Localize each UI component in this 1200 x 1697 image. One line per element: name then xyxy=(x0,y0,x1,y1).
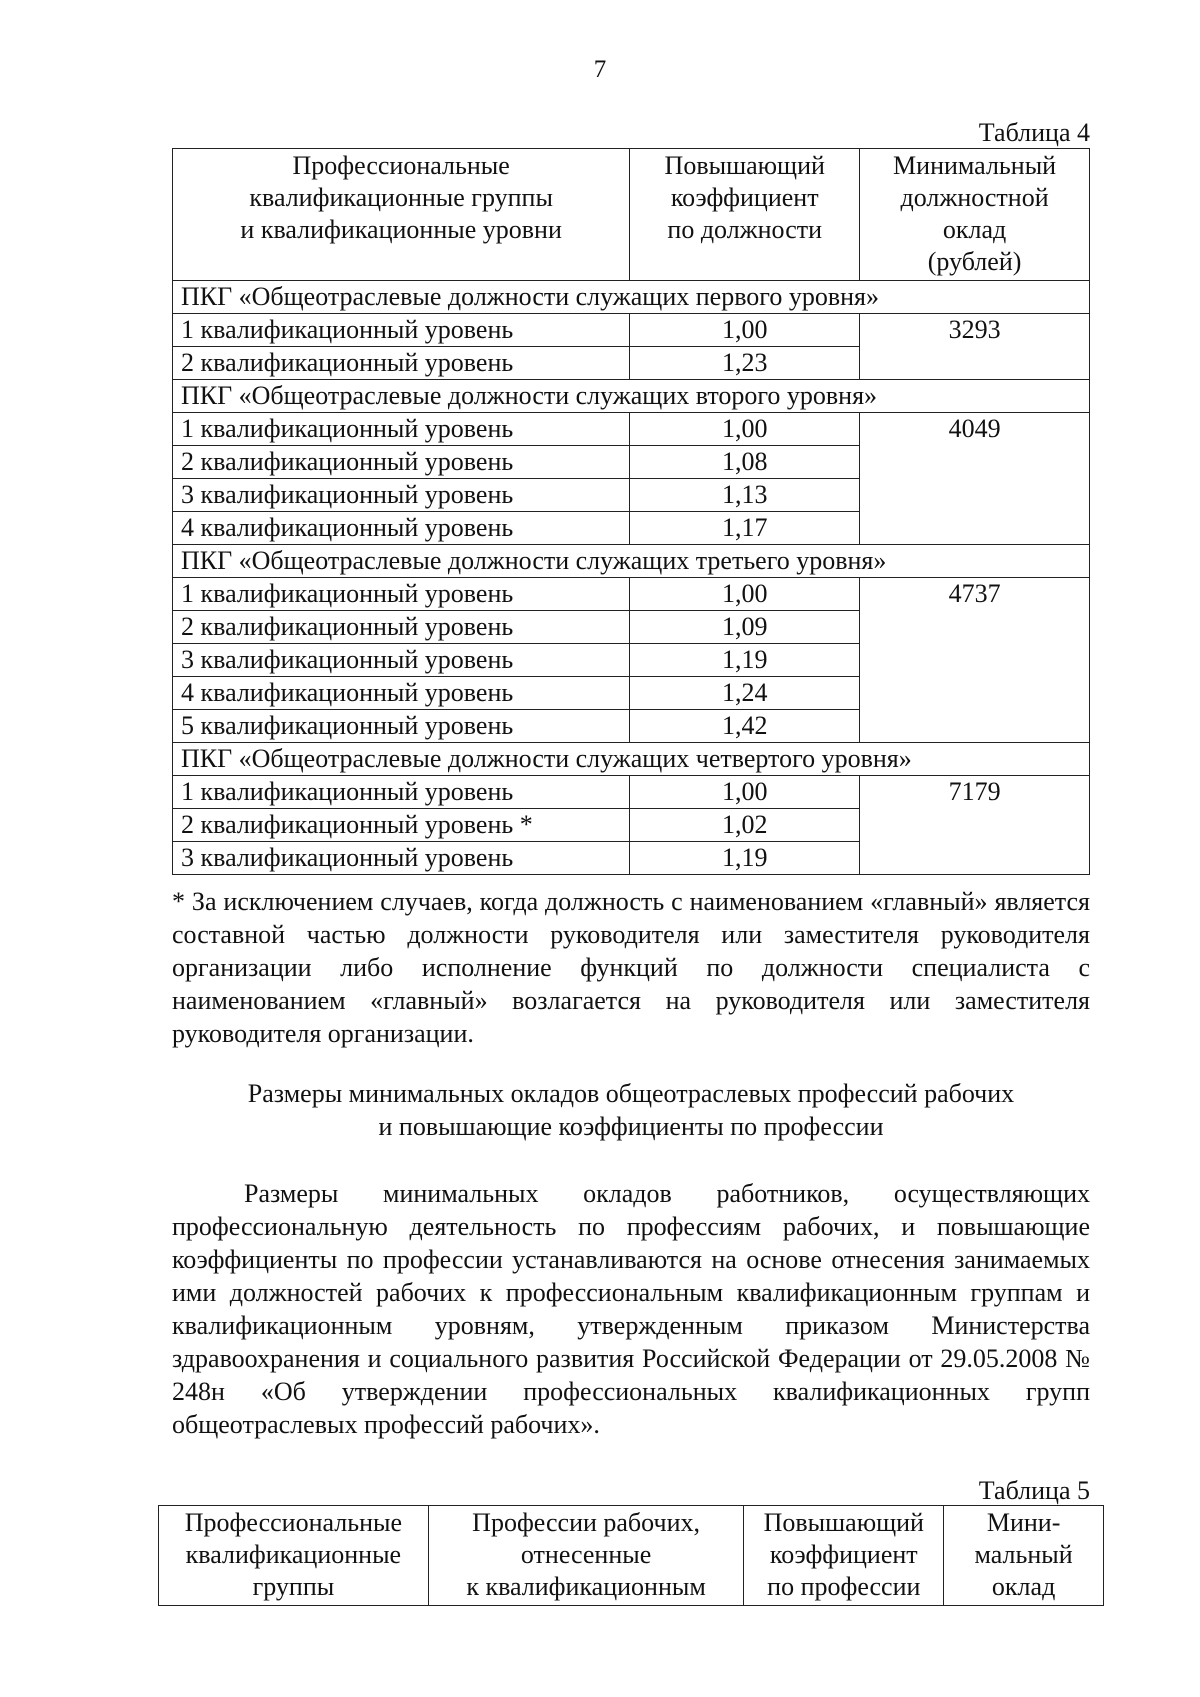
table4-header-col3 xyxy=(860,149,1090,281)
salary-cell: 7179 xyxy=(860,776,1090,875)
coef-cell: 1,00 xyxy=(630,314,860,347)
group-title: ПКГ «Общеотраслевые должности служащих второго уровня» xyxy=(173,380,1090,413)
table5-header-row xyxy=(159,1506,1104,1606)
header-line: Профессиональные xyxy=(184,1508,403,1537)
table4-group-row xyxy=(173,545,1090,578)
salary-cell: 4049 xyxy=(860,413,1090,545)
header-line: квалификационные xyxy=(185,1540,402,1569)
level-cell: 5 квалификационный уровень xyxy=(173,710,630,743)
footnote: * За исключением случаев, когда должность с наименованием «главный» является составной частью должности руководителя или заместителя руководителя организации либо исполнение функций по должности специалиста с наименованием «главный» возлагается на руководителя или заместителя руководителя организации. xyxy=(172,887,1090,1048)
header-line: Профессиональные xyxy=(292,151,510,180)
coef-cell: 1,00 xyxy=(630,413,860,446)
header-line: по профессии xyxy=(767,1572,921,1601)
coef-cell: 1,13 xyxy=(630,479,860,512)
group-title: ПКГ «Общеотраслевые должности служащих четвертого уровня» xyxy=(173,743,1090,776)
body-paragraph: Размеры минимальных окладов работников, осуществляющих профессиональную деятельность по профессиям рабочих, и повышающие коэффициенты по профессии устанавливаются на основе отнесения занимаемых ими должностей рабочих к профессиональным квалификационным группам и квалификационным уровням, утвержденным приказом Министерства здравоохранения и социального развития Российской Федерации от 29.05.2008 № 248н «Об утверждении профессиональных квалификационных групп общеотраслевых профессий рабочих». xyxy=(172,1179,1090,1439)
table5-caption: Таблица 5 xyxy=(978,1476,1090,1505)
header-line: квалификационные группы xyxy=(249,183,553,212)
page-number: 7 xyxy=(593,56,607,83)
header-line: по должности xyxy=(667,215,823,244)
level-cell: 2 квалификационный уровень xyxy=(173,611,630,644)
table4-caption: Таблица 4 xyxy=(978,118,1090,147)
level-cell: 2 квалификационный уровень xyxy=(173,446,630,479)
header-line: оклад xyxy=(991,1572,1056,1601)
group-title: ПКГ «Общеотраслевые должности служащих третьего уровня» xyxy=(173,545,1090,578)
header-line: Повышающий xyxy=(664,151,825,180)
header-line: (рублей) xyxy=(927,247,1022,276)
table4-header-col2 xyxy=(630,149,860,281)
table-row xyxy=(173,578,1090,611)
section-title-line: и повышающие коэффициенты по профессии xyxy=(378,1112,884,1141)
header-line: и квалификационные уровни xyxy=(240,215,562,244)
level-cell: 3 квалификационный уровень xyxy=(173,479,630,512)
level-cell: 1 квалификационный уровень xyxy=(173,578,630,611)
header-line: должностной xyxy=(900,183,1049,212)
coef-cell: 1,19 xyxy=(630,644,860,677)
level-cell: 1 квалификационный уровень xyxy=(173,413,630,446)
level-cell: 2 квалификационный уровень * xyxy=(173,809,630,842)
level-cell: 1 квалификационный уровень xyxy=(173,776,630,809)
table5-header-col1 xyxy=(159,1506,429,1606)
header-line: Минимальный xyxy=(893,151,1057,180)
coef-cell: 1,19 xyxy=(630,842,860,875)
table-row xyxy=(173,776,1090,809)
coef-cell: 1,02 xyxy=(630,809,860,842)
section-title-line: Размеры минимальных окладов общеотраслевых профессий рабочих xyxy=(247,1079,1015,1108)
coef-cell: 1,08 xyxy=(630,446,860,479)
table4-header-col1 xyxy=(173,149,630,281)
header-line: коэффициент xyxy=(769,1540,918,1569)
table5-header-col3 xyxy=(744,1506,944,1606)
coef-cell: 1,09 xyxy=(630,611,860,644)
header-line: оклад xyxy=(942,215,1007,244)
level-cell: 3 квалификационный уровень xyxy=(173,842,630,875)
coef-cell: 1,17 xyxy=(630,512,860,545)
coef-cell: 1,00 xyxy=(630,578,860,611)
salary-cell: 3293 xyxy=(860,314,1090,380)
level-cell: 4 квалификационный уровень xyxy=(173,512,630,545)
table4-group-row xyxy=(173,743,1090,776)
table4 xyxy=(172,148,1090,875)
coef-cell: 1,24 xyxy=(630,677,860,710)
level-cell: 1 квалификационный уровень xyxy=(173,314,630,347)
coef-cell: 1,23 xyxy=(630,347,860,380)
header-line: к квалификационным xyxy=(466,1572,706,1601)
table5-header-col4 xyxy=(944,1506,1104,1606)
section-title xyxy=(172,1077,1090,1143)
coef-cell: 1,00 xyxy=(630,776,860,809)
header-line: Повышающий xyxy=(763,1508,924,1537)
group-title: ПКГ «Общеотраслевые должности служащих первого уровня» xyxy=(173,281,1090,314)
header-line: группы xyxy=(252,1572,335,1601)
table-row xyxy=(173,314,1090,347)
table4-header-row xyxy=(173,149,1090,281)
table5-header-col2 xyxy=(428,1506,744,1606)
header-line: отнесенные xyxy=(520,1540,652,1569)
level-cell: 4 квалификационный уровень xyxy=(173,677,630,710)
level-cell: 2 квалификационный уровень xyxy=(173,347,630,380)
header-line: Мини- xyxy=(986,1508,1061,1537)
header-line: коэффициент xyxy=(670,183,819,212)
table4-group-row xyxy=(173,380,1090,413)
table5 xyxy=(158,1505,1104,1606)
header-line: мальный xyxy=(974,1540,1073,1569)
table-row xyxy=(173,413,1090,446)
table4-group-row xyxy=(173,281,1090,314)
coef-cell: 1,42 xyxy=(630,710,860,743)
salary-cell: 4737 xyxy=(860,578,1090,743)
header-line: Профессии рабочих, xyxy=(472,1508,700,1537)
level-cell: 3 квалификационный уровень xyxy=(173,644,630,677)
